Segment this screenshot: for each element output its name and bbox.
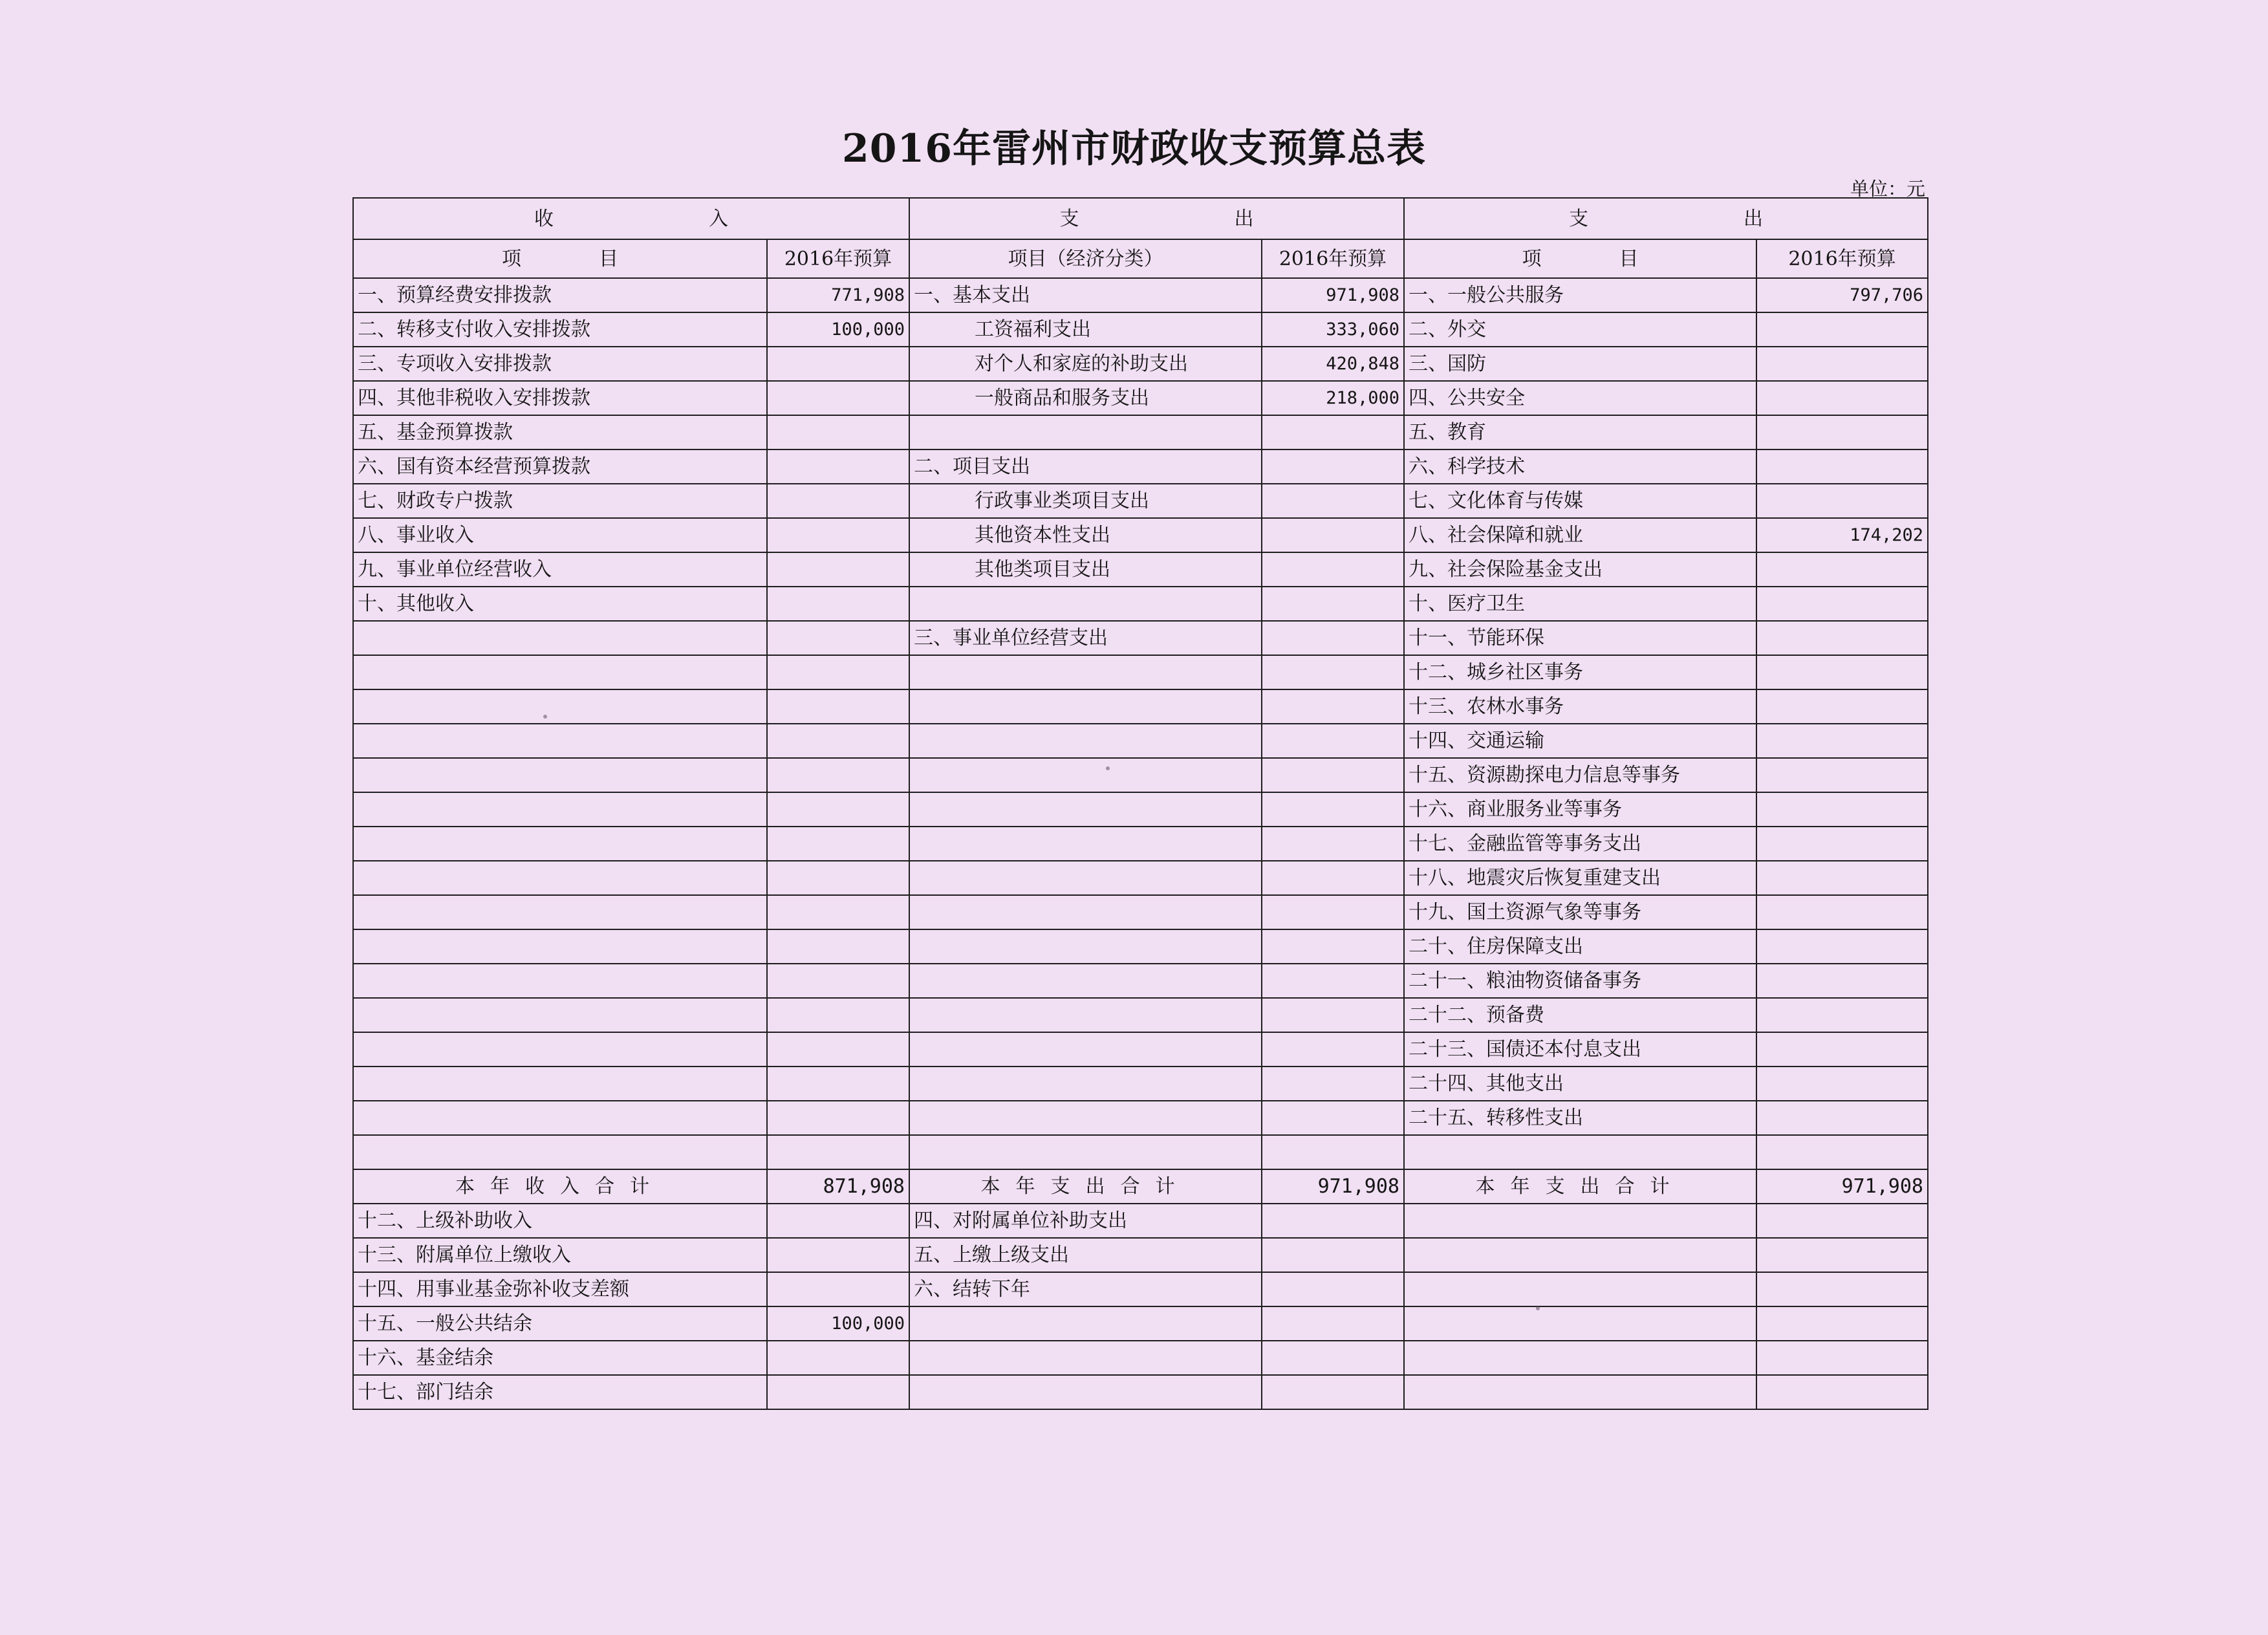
income-item-cell: 三、专项收入安排拨款 bbox=[353, 347, 767, 381]
expense-func-budget-cell bbox=[1756, 621, 1928, 655]
expense-econ-item-cell bbox=[909, 689, 1262, 724]
expense-func-item-cell bbox=[1404, 1375, 1756, 1409]
expense-func-item-cell bbox=[1404, 1306, 1756, 1341]
expense-econ-budget-cell bbox=[1262, 1375, 1404, 1409]
table-row bbox=[353, 1238, 1928, 1272]
expense-econ-budget-cell: 218,000 bbox=[1262, 381, 1404, 415]
expense-func-budget-cell bbox=[1756, 1067, 1928, 1101]
income-item-cell: 四、其他非税收入安排拨款 bbox=[353, 381, 767, 415]
income-item-cell bbox=[353, 895, 767, 929]
expense-func-item-cell: 三、国防 bbox=[1404, 347, 1756, 381]
expense-econ-item-cell bbox=[909, 724, 1262, 758]
table-row bbox=[353, 587, 1928, 621]
expense-econ-item-cell bbox=[909, 998, 1262, 1032]
expense-func-item-cell: 八、社会保障和就业 bbox=[1404, 518, 1756, 552]
expense-func-budget-cell bbox=[1756, 1238, 1928, 1272]
income-item-cell bbox=[353, 1032, 767, 1067]
expense-func-budget-cell bbox=[1756, 347, 1928, 381]
income-item-cell: 十六、基金结余 bbox=[353, 1341, 767, 1375]
expense-econ-budget-cell: 333,060 bbox=[1262, 312, 1404, 347]
income-item-cell: 二、转移支付收入安排拨款 bbox=[353, 312, 767, 347]
income-budget-cell bbox=[767, 1067, 909, 1101]
table-row bbox=[353, 895, 1928, 929]
expense-econ-item-cell bbox=[909, 1135, 1262, 1169]
expense-econ-budget-cell bbox=[1262, 1306, 1404, 1341]
expense-econ-item-cell bbox=[909, 655, 1262, 689]
expense-func-budget-cell bbox=[1756, 1135, 1928, 1169]
table-row bbox=[353, 689, 1928, 724]
expense-func-budget-cell bbox=[1756, 998, 1928, 1032]
expense-econ-budget-cell bbox=[1262, 964, 1404, 998]
expense-econ-budget-header: 2016年预算 bbox=[1262, 239, 1404, 278]
expense-func-item-cell bbox=[1404, 1272, 1756, 1306]
income-budget-cell bbox=[767, 1375, 909, 1409]
expense-func-budget-cell bbox=[1756, 381, 1928, 415]
income-item-cell bbox=[353, 621, 767, 655]
expense-econ-item-cell bbox=[909, 1306, 1262, 1341]
expense-func-budget-cell: 797,706 bbox=[1756, 278, 1928, 312]
expense-econ-item-cell bbox=[909, 758, 1262, 792]
expense-econ-header: 支 出 bbox=[909, 198, 1404, 239]
expense-func-item-cell: 二、外交 bbox=[1404, 312, 1756, 347]
expense-total-label: 本年支出合计 bbox=[909, 1169, 1262, 1204]
expense-econ-item-cell: 二、项目支出 bbox=[909, 449, 1262, 484]
func-total-value: 971,908 bbox=[1756, 1169, 1928, 1204]
table-row bbox=[353, 1032, 1928, 1067]
income-budget-cell bbox=[767, 998, 909, 1032]
income-budget-header: 2016年预算 bbox=[767, 239, 909, 278]
expense-total-value: 971,908 bbox=[1262, 1169, 1404, 1204]
expense-func-item-cell: 四、公共安全 bbox=[1404, 381, 1756, 415]
table-row bbox=[353, 278, 1928, 312]
income-budget-cell bbox=[767, 1204, 909, 1238]
income-budget-cell bbox=[767, 895, 909, 929]
expense-econ-budget-cell bbox=[1262, 518, 1404, 552]
income-item-cell bbox=[353, 929, 767, 964]
income-total-label: 本年收入合计 bbox=[353, 1169, 767, 1204]
expense-econ-budget-cell bbox=[1262, 1101, 1404, 1135]
expense-econ-budget-cell bbox=[1262, 861, 1404, 895]
income-budget-cell bbox=[767, 587, 909, 621]
expense-econ-budget-cell bbox=[1262, 998, 1404, 1032]
income-budget-cell bbox=[767, 1135, 909, 1169]
table-row bbox=[353, 998, 1928, 1032]
expense-func-budget-cell bbox=[1756, 895, 1928, 929]
table-row bbox=[353, 655, 1928, 689]
expense-func-budget-cell bbox=[1756, 724, 1928, 758]
expense-func-item-cell: 九、社会保险基金支出 bbox=[1404, 552, 1756, 587]
expense-econ-item-cell bbox=[909, 1032, 1262, 1067]
expense-econ-item-cell: 一般商品和服务支出 bbox=[909, 381, 1262, 415]
table-row bbox=[353, 1067, 1928, 1101]
income-item-cell bbox=[353, 827, 767, 861]
income-budget-cell: 771,908 bbox=[767, 278, 909, 312]
table-row bbox=[353, 1272, 1928, 1306]
expense-econ-budget-cell bbox=[1262, 415, 1404, 449]
expense-func-budget-cell bbox=[1756, 312, 1928, 347]
table-row bbox=[353, 381, 1928, 415]
expense-func-budget-cell bbox=[1756, 415, 1928, 449]
income-budget-cell: 100,000 bbox=[767, 1306, 909, 1341]
income-budget-cell bbox=[767, 689, 909, 724]
table-row bbox=[353, 1375, 1928, 1409]
income-budget-cell bbox=[767, 381, 909, 415]
expense-econ-budget-cell: 971,908 bbox=[1262, 278, 1404, 312]
table-row bbox=[353, 861, 1928, 895]
expense-econ-budget-cell bbox=[1262, 1067, 1404, 1101]
expense-func-budget-cell bbox=[1756, 689, 1928, 724]
table-row bbox=[353, 792, 1928, 827]
expense-func-item-header: 项 目 bbox=[1404, 239, 1756, 278]
expense-func-budget-cell bbox=[1756, 1375, 1928, 1409]
expense-econ-item-cell bbox=[909, 964, 1262, 998]
income-item-cell: 十四、用事业基金弥补收支差额 bbox=[353, 1272, 767, 1306]
expense-econ-budget-cell bbox=[1262, 1272, 1404, 1306]
expense-econ-budget-cell bbox=[1262, 895, 1404, 929]
income-item-cell bbox=[353, 724, 767, 758]
expense-econ-budget-cell bbox=[1262, 689, 1404, 724]
expense-func-budget-cell: 174,202 bbox=[1756, 518, 1928, 552]
income-budget-cell bbox=[767, 552, 909, 587]
income-item-cell: 十三、附属单位上缴收入 bbox=[353, 1238, 767, 1272]
scan-speck bbox=[1106, 766, 1110, 770]
expense-econ-budget-cell: 420,848 bbox=[1262, 347, 1404, 381]
unit-label: 单位：元 bbox=[1850, 178, 1925, 200]
income-budget-cell bbox=[767, 792, 909, 827]
table-row bbox=[353, 449, 1928, 484]
expense-econ-budget-cell bbox=[1262, 449, 1404, 484]
expense-func-budget-cell bbox=[1756, 1306, 1928, 1341]
table-row bbox=[353, 1135, 1928, 1169]
expense-func-item-cell: 六、科学技术 bbox=[1404, 449, 1756, 484]
income-item-cell bbox=[353, 655, 767, 689]
expense-econ-budget-cell bbox=[1262, 621, 1404, 655]
income-budget-cell bbox=[767, 929, 909, 964]
table-row bbox=[353, 1204, 1928, 1238]
expense-func-budget-cell bbox=[1756, 929, 1928, 964]
expense-econ-budget-cell bbox=[1262, 929, 1404, 964]
income-item-cell bbox=[353, 861, 767, 895]
income-item-cell: 八、事业收入 bbox=[353, 518, 767, 552]
expense-func-item-cell: 十三、农林水事务 bbox=[1404, 689, 1756, 724]
expense-func-item-cell: 十九、国土资源气象等事务 bbox=[1404, 895, 1756, 929]
expense-func-item-cell: 二十三、国债还本付息支出 bbox=[1404, 1032, 1756, 1067]
income-budget-cell bbox=[767, 621, 909, 655]
expense-econ-item-cell: 工资福利支出 bbox=[909, 312, 1262, 347]
table-row bbox=[353, 518, 1928, 552]
scan-speck bbox=[543, 715, 547, 719]
income-item-cell: 六、国有资本经营预算拨款 bbox=[353, 449, 767, 484]
table-row bbox=[353, 1306, 1928, 1341]
income-item-cell bbox=[353, 758, 767, 792]
expense-econ-item-cell bbox=[909, 1341, 1262, 1375]
income-item-cell: 十七、部门结余 bbox=[353, 1375, 767, 1409]
budget-table bbox=[352, 197, 1928, 1410]
expense-func-budget-cell bbox=[1756, 484, 1928, 518]
expense-func-budget-cell bbox=[1756, 655, 1928, 689]
income-item-cell bbox=[353, 998, 767, 1032]
income-item-cell bbox=[353, 792, 767, 827]
expense-econ-budget-cell bbox=[1262, 587, 1404, 621]
expense-func-budget-cell bbox=[1756, 792, 1928, 827]
expense-econ-item-cell: 对个人和家庭的补助支出 bbox=[909, 347, 1262, 381]
income-budget-cell bbox=[767, 724, 909, 758]
expense-func-budget-cell bbox=[1756, 449, 1928, 484]
table-row bbox=[353, 552, 1928, 587]
expense-func-item-cell: 二十二、预备费 bbox=[1404, 998, 1756, 1032]
header-row-2 bbox=[353, 239, 1928, 278]
expense-func-item-cell: 二十一、粮油物资储备事务 bbox=[1404, 964, 1756, 998]
income-budget-cell bbox=[767, 1032, 909, 1067]
expense-func-budget-cell bbox=[1756, 1341, 1928, 1375]
table-row bbox=[353, 827, 1928, 861]
expense-func-header: 支 出 bbox=[1404, 198, 1928, 239]
income-item-cell: 十二、上级补助收入 bbox=[353, 1204, 767, 1238]
income-item-cell bbox=[353, 1101, 767, 1135]
income-budget-cell bbox=[767, 1272, 909, 1306]
income-item-cell: 十五、一般公共结余 bbox=[353, 1306, 767, 1341]
expense-econ-item-cell bbox=[909, 415, 1262, 449]
expense-econ-item-cell: 六、结转下年 bbox=[909, 1272, 1262, 1306]
expense-func-item-cell: 二十、住房保障支出 bbox=[1404, 929, 1756, 964]
income-budget-cell bbox=[767, 827, 909, 861]
expense-func-item-cell: 一、一般公共服务 bbox=[1404, 278, 1756, 312]
func-total-label: 本年支出合计 bbox=[1404, 1169, 1756, 1204]
expense-econ-budget-cell bbox=[1262, 827, 1404, 861]
income-budget-cell bbox=[767, 964, 909, 998]
expense-func-item-cell: 十六、商业服务业等事务 bbox=[1404, 792, 1756, 827]
expense-func-item-cell: 十二、城乡社区事务 bbox=[1404, 655, 1756, 689]
scan-speck bbox=[1536, 1306, 1540, 1310]
expense-func-item-cell: 二十四、其他支出 bbox=[1404, 1067, 1756, 1101]
expense-func-budget-cell bbox=[1756, 1204, 1928, 1238]
table-row bbox=[353, 964, 1928, 998]
expense-func-budget-cell bbox=[1756, 758, 1928, 792]
expense-func-budget-cell bbox=[1756, 827, 1928, 861]
expense-func-item-cell: 十四、交通运输 bbox=[1404, 724, 1756, 758]
expense-econ-item-cell bbox=[909, 1067, 1262, 1101]
expense-econ-item-cell: 五、上缴上级支出 bbox=[909, 1238, 1262, 1272]
expense-econ-item-cell bbox=[909, 827, 1262, 861]
expense-econ-item-cell bbox=[909, 587, 1262, 621]
expense-econ-item-cell: 其他资本性支出 bbox=[909, 518, 1262, 552]
table-row bbox=[353, 415, 1928, 449]
income-budget-cell bbox=[767, 415, 909, 449]
income-item-header: 项 目 bbox=[353, 239, 767, 278]
income-item-cell bbox=[353, 1067, 767, 1101]
expense-func-item-cell: 十八、地震灾后恢复重建支出 bbox=[1404, 861, 1756, 895]
income-header: 收 入 bbox=[353, 198, 909, 239]
expense-econ-item-cell: 行政事业类项目支出 bbox=[909, 484, 1262, 518]
income-item-cell: 七、财政专户拨款 bbox=[353, 484, 767, 518]
expense-func-item-cell: 十一、节能环保 bbox=[1404, 621, 1756, 655]
income-budget-cell bbox=[767, 1101, 909, 1135]
expense-func-budget-cell bbox=[1756, 587, 1928, 621]
expense-func-budget-cell bbox=[1756, 552, 1928, 587]
expense-econ-item-cell bbox=[909, 929, 1262, 964]
table-row bbox=[353, 758, 1928, 792]
income-budget-cell bbox=[767, 449, 909, 484]
income-item-cell: 九、事业单位经营收入 bbox=[353, 552, 767, 587]
expense-econ-budget-cell bbox=[1262, 552, 1404, 587]
expense-econ-item-header: 项目（经济分类） bbox=[909, 239, 1262, 278]
table-row bbox=[353, 621, 1928, 655]
table-row bbox=[353, 929, 1928, 964]
income-item-cell bbox=[353, 964, 767, 998]
table-row bbox=[353, 312, 1928, 347]
expense-econ-budget-cell bbox=[1262, 1204, 1404, 1238]
income-budget-cell bbox=[767, 1341, 909, 1375]
expense-econ-item-cell: 其他类项目支出 bbox=[909, 552, 1262, 587]
table-row bbox=[353, 724, 1928, 758]
income-budget-cell bbox=[767, 1238, 909, 1272]
expense-econ-budget-cell bbox=[1262, 484, 1404, 518]
expense-econ-budget-cell bbox=[1262, 1238, 1404, 1272]
expense-func-item-cell: 二十五、转移性支出 bbox=[1404, 1101, 1756, 1135]
expense-func-item-cell: 七、文化体育与传媒 bbox=[1404, 484, 1756, 518]
expense-func-budget-cell bbox=[1756, 1101, 1928, 1135]
expense-func-budget-cell bbox=[1756, 964, 1928, 998]
expense-func-item-cell bbox=[1404, 1204, 1756, 1238]
income-item-cell: 十、其他收入 bbox=[353, 587, 767, 621]
header-row-1 bbox=[353, 198, 1928, 239]
expense-econ-budget-cell bbox=[1262, 1341, 1404, 1375]
income-budget-cell bbox=[767, 347, 909, 381]
expense-func-item-cell bbox=[1404, 1341, 1756, 1375]
page-title: 2016年雷州市财政收支预算总表 bbox=[842, 126, 1426, 171]
expense-econ-item-cell bbox=[909, 895, 1262, 929]
income-budget-cell bbox=[767, 518, 909, 552]
expense-func-budget-cell bbox=[1756, 861, 1928, 895]
expense-econ-item-cell bbox=[909, 1101, 1262, 1135]
expense-econ-item-cell bbox=[909, 1375, 1262, 1409]
table-row bbox=[353, 484, 1928, 518]
income-budget-cell bbox=[767, 655, 909, 689]
expense-econ-budget-cell bbox=[1262, 1135, 1404, 1169]
expense-func-item-cell bbox=[1404, 1238, 1756, 1272]
table-row bbox=[353, 347, 1928, 381]
expense-func-budget-header: 2016年预算 bbox=[1756, 239, 1928, 278]
income-budget-cell bbox=[767, 758, 909, 792]
expense-econ-budget-cell bbox=[1262, 655, 1404, 689]
income-total-value: 871,908 bbox=[767, 1169, 909, 1204]
income-budget-cell bbox=[767, 861, 909, 895]
income-item-cell bbox=[353, 1135, 767, 1169]
expense-econ-item-cell bbox=[909, 792, 1262, 827]
table-row bbox=[353, 1101, 1928, 1135]
expense-econ-budget-cell bbox=[1262, 792, 1404, 827]
expense-econ-item-cell: 四、对附属单位补助支出 bbox=[909, 1204, 1262, 1238]
expense-econ-item-cell: 一、基本支出 bbox=[909, 278, 1262, 312]
income-budget-cell: 100,000 bbox=[767, 312, 909, 347]
expense-func-item-cell: 十七、金融监管等事务支出 bbox=[1404, 827, 1756, 861]
expense-func-budget-cell bbox=[1756, 1032, 1928, 1067]
expense-econ-budget-cell bbox=[1262, 758, 1404, 792]
expense-func-item-cell: 五、教育 bbox=[1404, 415, 1756, 449]
expense-func-item-cell bbox=[1404, 1135, 1756, 1169]
expense-econ-item-cell bbox=[909, 861, 1262, 895]
expense-func-item-cell: 十五、资源勘探电力信息等事务 bbox=[1404, 758, 1756, 792]
income-item-cell bbox=[353, 689, 767, 724]
income-item-cell: 五、基金预算拨款 bbox=[353, 415, 767, 449]
income-item-cell: 一、预算经费安排拨款 bbox=[353, 278, 767, 312]
expense-econ-item-cell: 三、事业单位经营支出 bbox=[909, 621, 1262, 655]
totals-row bbox=[353, 1169, 1928, 1204]
table-row bbox=[353, 1341, 1928, 1375]
expense-func-budget-cell bbox=[1756, 1272, 1928, 1306]
expense-func-item-cell: 十、医疗卫生 bbox=[1404, 587, 1756, 621]
expense-econ-budget-cell bbox=[1262, 724, 1404, 758]
expense-econ-budget-cell bbox=[1262, 1032, 1404, 1067]
income-budget-cell bbox=[767, 484, 909, 518]
